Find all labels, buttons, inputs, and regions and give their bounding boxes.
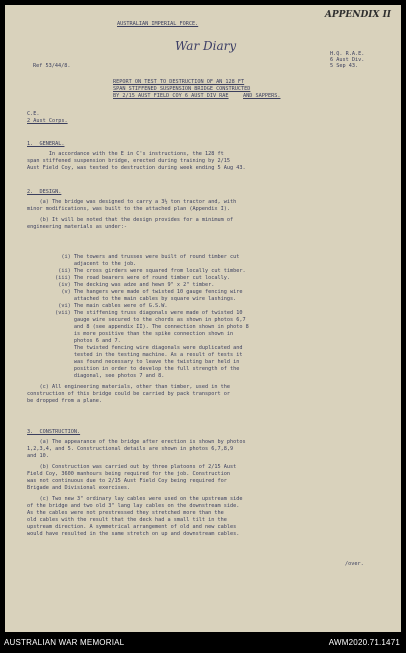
body-line: is more positive than the spike connection shown in [27,331,234,337]
body-line: In accordance with the E in C's instructions, the 128 ft [27,151,224,157]
body-line: would have resulted in the same stretch on up and downstream cables. [27,531,240,537]
body-line: tested in the testing machine. As a result of tests it [27,352,243,358]
body-line: (c) Two new 3" ordinary lay cables were used on the upstream side [27,496,243,502]
address-line: 2 Aust Corps. [27,118,68,124]
address-line: C.E. [27,111,40,117]
section-heading: 2. DESIGN. [27,189,62,195]
appendix-label: APPENDIX II [324,10,391,20]
hq-line: H.Q. R.A.E. [330,51,365,57]
body-line: 1,2,3,4, and 5. Constructional details are shown in photos 6,7,8,9 [27,446,234,452]
body-line: position in order to develop the full strength of the [27,366,240,372]
body-line: was not continuous due to 2/15 Aust Field Coy being required for [27,478,227,484]
body-line: Field Coy, 3600 manhours being required for the job. Construction [27,471,231,477]
footer-accession: AWM2020.71.1471 [328,638,400,647]
body-line: (b) Construction was carried out by three platoons of 2/15 Aust [27,464,237,470]
over-marker: /over. [345,561,364,567]
title-line: REPORT ON TEST TO DESTRUCTION OF AN 128 FT [113,79,245,85]
title-line: AND SAPPERS. [243,93,281,99]
body-line: (a) The appearance of the bridge after erection is shown by photos [27,439,246,445]
body-line: was found necessary to leave the twisting bar held in [27,359,240,365]
footer-source: AUSTRALIAN WAR MEMORIAL [4,638,125,647]
body-line: be dropped from a plane. [27,398,102,404]
document-date: 5 Sep 43. [330,63,359,69]
body-line: minor modifications, was built to the attached plan (Appendix I). [27,206,231,212]
body-line: (ii) The cross girders were squared from locally cut timber. [27,268,246,274]
body-line: and 10. [27,453,49,459]
title-line: SPAN STIFFENED SUSPENSION BRIDGE CONSTRUCTED [113,86,251,92]
title-line: BY 2/15 AUST FIELD COY 6 AUST DIV RAE [113,93,229,99]
org-heading: AUSTRALIAN IMPERIAL FORCE. [117,21,199,27]
body-line: and 8 (see appendix II). The connection shown in photo 8 [27,324,249,330]
body-line: photos 6 and 7. [27,338,121,344]
handwritten-annotation: War Diary [175,39,237,53]
body-line: (iv) The decking was adze and hewn 9" x 2" timber. [27,282,215,288]
archive-footer [0,633,406,653]
body-line: Aust Field Coy, was tested to destruction during week ending 5 Aug 43. [27,165,246,171]
body-line: As the cables were not prestressed they stretched more than the [27,510,224,516]
body-line: (c) All engineering materials, other than timber, used in the [27,384,231,390]
body-line: (vii) The stiffening truss diagonals were made of twisted 10 [27,310,243,316]
division-line: 6 Aust Div. [330,57,365,63]
body-line: span stiffened suspension bridge, erected during training by 2/15 [27,158,231,164]
body-line: of the bridge and two old 3" lang lay cables on the downstream side. [27,503,240,509]
body-line: Brigade and Divisional exercises. [27,485,131,491]
reference-number: Ref 53/44/8. [33,63,71,69]
body-line: gauge wire secured to the chords as shown in photos 6,7 [27,317,246,323]
section-heading: 1. GENERAL. [27,141,65,147]
body-line: attached to the main cables by square wire lashings. [27,296,237,302]
body-line: (i) The towers and trusses were built of round timber cut [27,254,240,260]
section-heading: 3. CONSTRUCTION. [27,429,81,435]
document-page [5,5,401,632]
body-line: (v) The hangers were made of twisted 10 gauge fencing wire [27,289,243,295]
body-line: engineering materials as under:- [27,224,127,230]
body-line: diagonal, see photos 7 and 8. [27,373,165,379]
body-line: (vi) The main cables were of G.S.W. [27,303,168,309]
body-line: (a) The bridge was designed to carry a 3½ ton tractor and, with [27,199,237,205]
body-line: (iii) The road bearers were of round timber cut locally. [27,275,231,281]
body-line: construction of this bridge could be carried by pack transport or [27,391,231,397]
body-line: adjacent to the job. [27,261,137,267]
body-line: The twisted fencing wire diagonals were duplicated and [27,345,243,351]
body-line: upstream direction. A symmetrical arrangement of old and new cables [27,524,237,530]
body-line: old cables with the result that the deck had a small tilt in the [27,517,227,523]
body-line: (b) It will be noted that the design provides for a minimum of [27,217,234,223]
